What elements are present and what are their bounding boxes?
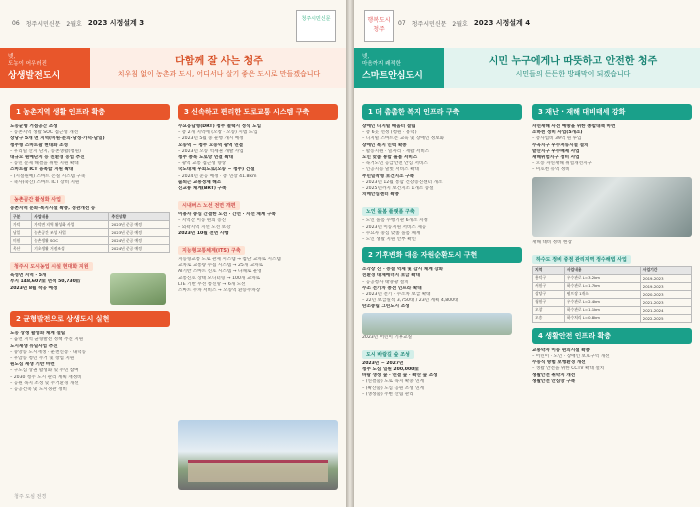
- left-banner: [0, 48, 346, 88]
- list-item: – 2024년 준공 예정 · 총 연장 41.8km: [178, 173, 257, 179]
- publication-logo: 행복도시 청주: [364, 10, 394, 42]
- list-item: 도농 상생 활성화 체계 설립: [10, 331, 66, 337]
- issue-label: 2월호: [452, 20, 468, 28]
- list-item: – 총 2개 지역에 (오창 · 오송) 시범 도입: [178, 130, 258, 136]
- table-cell: 기초생활 거점조성: [32, 245, 109, 253]
- arrow-icon: →: [235, 257, 243, 263]
- list-item: 생활안전 취약지 개선: [532, 372, 576, 378]
- its-item: 스마트 주차 서비스: [178, 288, 217, 294]
- list-item: – 노인 돌봄 수행기관 6개소 지정: [362, 218, 428, 224]
- list-item: – 농촌지역 생활 SOC 접근성 개선: [10, 130, 79, 136]
- box-title: 지능형교통체계(ITS) 구축: [178, 246, 245, 255]
- table-cell: 하수처리 L=0.8km: [564, 314, 640, 322]
- arrow-icon: →: [221, 281, 228, 287]
- its-value: 25개 교차로: [237, 263, 264, 269]
- section-heading: 1 농촌지역 생활 인프라 확충: [10, 104, 170, 120]
- list-item: 도시재생 뉴딜사업 추진: [10, 343, 58, 349]
- table-row: [533, 274, 692, 282]
- table-row: [533, 306, 692, 314]
- list-item: 청주 충북 도로망 연결 확대: [178, 155, 234, 161]
- arrow-icon: →: [231, 269, 239, 275]
- table-header: 사업내용: [32, 213, 109, 221]
- banner-lead: 치우침 없이 농촌과 도시, 어디서나 살기 좋은 도시로 만들겠습니다: [117, 70, 321, 78]
- list-item: – 읍면 지역 균형발전 정책 추진 지원: [10, 337, 84, 343]
- publication-logo: 청주시민신문: [296, 10, 336, 42]
- section-title: 2023 시정설계 4: [473, 19, 531, 27]
- list-item: 수동식 방범 보행환경 개선: [532, 360, 586, 366]
- table-cell: 농촌공간 조성 사업: [32, 229, 109, 237]
- list-item: – 디지털 스마트폰 교육 및 장애인 정보화: [362, 136, 445, 142]
- table-cell: 농촌생활 SOC: [32, 237, 109, 245]
- list-item: 자연재해 사전 예방을 위한 종합대책 마련: [532, 124, 616, 129]
- list-item: 2023년 8월 착공 예정: [10, 285, 58, 291]
- banner-heading: 다함께 잘 사는 청주: [175, 56, 263, 67]
- list-item: 도농균형 거점공간 조성: [10, 124, 58, 129]
- table-cell: 2021-2023: [640, 298, 691, 306]
- table-cell: 우수관로 L=2.4km: [564, 298, 640, 306]
- list-item: 주민밀착형 보건지소 구축: [362, 173, 415, 179]
- its-item: 교차로 교통량 수집 시스템: [178, 263, 232, 269]
- table-row: [11, 229, 170, 237]
- section-heading: 4 생활안전 인프라 확충: [532, 328, 692, 344]
- table-cell: 2023년 준공 예정: [109, 229, 170, 237]
- table-cell: 미원: [11, 237, 32, 245]
- list-item: 오송역 ~ 청주 오송역 광역 연결: [178, 142, 244, 148]
- table-cell: 옥산: [11, 245, 32, 253]
- table-header: 구분: [11, 213, 32, 221]
- section-title: 2023 시정설계 3: [87, 19, 145, 27]
- table-cell: 흥덕구: [533, 274, 565, 282]
- banner-heading: 시민 누구에게나 따뜻하고 안전한 청주: [488, 56, 658, 67]
- list-item: – 총 6곳 선정 (청원 · 흥덕): [362, 130, 417, 136]
- list-item: – 2023년 5월 중 운행 개시 예정: [178, 136, 244, 142]
- section-heading: 3 재난 · 재해 대비태세 강화: [532, 104, 692, 120]
- list-item: – 22년 보급실적 3,750대 / 23년 계획 4,800대: [362, 298, 459, 304]
- its-item: AI기반 스마트 신호 시스템: [178, 269, 232, 275]
- list-item: – 공원 녹지 조성 및 주거환경 개선: [10, 380, 79, 386]
- list-item: – 중앙동 도시재생 · 운천신봉 · 내덕동: [10, 349, 87, 355]
- list-item: 대규모 원예단지 등 친환경 농업 추진: [10, 155, 85, 161]
- list-item: – 2023년 이동지원 서비스 제공: [362, 224, 427, 230]
- its-value: 첨단 교차로 시스템: [242, 257, 281, 263]
- list-item: – 2023년 전기 · 수소차 보급 확대: [362, 292, 431, 298]
- right-banner: [354, 48, 700, 88]
- list-item: 노인 맞춤 통합 돌봄 서비스: [362, 155, 418, 161]
- greenhouse-photo: [110, 273, 166, 305]
- issue-label: 2월호: [66, 20, 82, 28]
- list-item: – 2023년 12월 통합 건강증진센터 개소: [362, 179, 443, 185]
- list-item: 상당구 5개 면 지역(미원·문의·낭성·가덕·남일): [10, 136, 105, 142]
- its-list: [178, 257, 338, 294]
- list-item: – 우리밀 산지 단지, 농촌생활(청원): [10, 148, 81, 154]
- list-item: 신교통 체계(BRT) 구축: [178, 186, 227, 192]
- page-number: 06: [12, 19, 20, 27]
- table-row: [11, 245, 170, 253]
- list-item: – 오송 자연재해 위험개선지구: [532, 161, 592, 167]
- list-item: 수요응답형(DRT) 청주 콜택시 정식 도입: [178, 124, 262, 129]
- list-item: – 2030 청주 도시 관리 계획 재정비: [10, 374, 82, 380]
- arrow-icon: →: [231, 263, 238, 269]
- list-item: – 인공지능 말벗 서비스 확대: [362, 167, 419, 173]
- list-item: – 생활 안전을 위한 CCTV 확대 설치: [532, 366, 605, 372]
- list-item: – 노인 생활 지원 안부 확인: [362, 237, 416, 243]
- list-item: 수곡지구 우수저류시설 설치: [532, 142, 589, 148]
- list-item: – 외곽지역 지선 노선 보강: [178, 224, 231, 230]
- table-cell: 2024년 준공 예정: [109, 237, 170, 245]
- its-value: 오송역 환승주차장: [223, 288, 261, 294]
- disaster-photo: [532, 177, 692, 237]
- theme-label: 넷, 도농이 어우러진 상생발전도시: [0, 48, 90, 88]
- left-column-1: [10, 104, 170, 393]
- list-item: 친환경 대체에너지 보급 확대: [362, 273, 421, 279]
- list-item: – 2025년까지 보건지소 1개소 증설: [362, 186, 434, 192]
- box-title: 도시 바람길 숲 조성: [362, 350, 414, 359]
- list-item: – (연결숲) 도로 녹지 확충 연계: [362, 379, 424, 385]
- table-cell: 남일: [11, 229, 32, 237]
- list-item: 소하천 정비 사업(5개소): [532, 130, 583, 136]
- left-page: [0, 0, 346, 507]
- list-item: 이용자 중심 간결한 노선 · 간선 · 지선 체계 구축: [178, 212, 276, 218]
- box-title: 청주시 도시농업 시설 현대화 지원: [10, 262, 93, 271]
- list-item: 국도대체 우회도로(오송 ~ 청주) 건설: [178, 167, 255, 173]
- arrow-icon: →: [216, 288, 224, 294]
- right-column-2: [532, 104, 692, 385]
- box-lines: [178, 212, 338, 237]
- theme-label: 넷, 마음까지 쾌적한 스마트안심도시: [354, 48, 444, 88]
- sewer-table: [532, 266, 692, 323]
- photo-caption: 재해 대비 정비 현장: [532, 239, 572, 245]
- arrow-icon: →: [225, 275, 233, 281]
- city-photo: [178, 420, 338, 490]
- table-cell: 2022-2025: [640, 314, 691, 322]
- table-cell: 가덕면 지역 활성화 사업: [32, 221, 109, 229]
- list-item: 발산지구 우수배제 사업: [532, 148, 580, 154]
- table-row: [533, 298, 692, 306]
- table-header: 추진상황: [109, 213, 170, 221]
- table-cell: 우수관로 L=3.2km: [564, 274, 640, 282]
- list-item: – 미호천 유역 정비: [532, 167, 570, 173]
- list-item: – 축사(축산) 스마트 ICT 장비 지원: [10, 179, 80, 185]
- list-item: 출퇴근 교통정체 해소: [178, 179, 222, 185]
- list-item: – 2023년 오송 역세권 개발 사업: [178, 148, 244, 154]
- project-table: [10, 212, 170, 253]
- table-cell: 가덕: [11, 221, 32, 229]
- list-item: 바람 생성 숲 · 연결 숲 · 확산 숲 조성: [362, 373, 438, 379]
- its-value: 6개 노선: [227, 281, 246, 287]
- table-cell: 2019-2023: [640, 274, 691, 282]
- table-cell: 펌프장 1개소: [564, 290, 640, 298]
- table-cell: 2019-2023: [640, 282, 691, 290]
- list-item: 육성면 지역 · 5개: [10, 273, 47, 279]
- list-item: – 활동지원 · 일자리 · 재활 서비스: [362, 148, 430, 154]
- section-heading: 2 균형발전으로 상생도시 실현: [10, 311, 170, 327]
- its-value: 다채로 운영: [238, 269, 262, 275]
- table-header: 사업내용: [564, 266, 640, 274]
- list-item: 수소 전기차 충전 인프라 확대: [362, 285, 422, 291]
- table-cell: 상당구: [533, 290, 565, 298]
- list-item: – (생성숲) 주변 산림 관리: [362, 391, 414, 397]
- table-header: 사업기간: [640, 266, 691, 274]
- photo-caption: 2023년 어린이 기후교실: [362, 334, 413, 340]
- table-row: [533, 290, 692, 298]
- list-item: – 광역 교통 접근성 향상: [178, 161, 227, 167]
- list-item: – 어린이 · 노인 · 장애인 보호구역 개선: [532, 354, 610, 360]
- box-title: 노인 돌봄 플랫폼 구축: [362, 207, 419, 216]
- section-heading: 2 기후변화 대응 자원순환도시 구현: [362, 247, 522, 263]
- box-lines: [362, 218, 522, 243]
- list-item: 부지 148,607㎡ 면적 50,730㎡: [10, 279, 81, 285]
- right-header: [398, 18, 530, 28]
- list-item: 장애인 디지털 배움터 설립: [362, 124, 416, 129]
- publication-name: 청주시민신문: [25, 20, 61, 28]
- right-page: [354, 0, 700, 507]
- list-item: 장애인 복지 인력 확충: [362, 142, 407, 148]
- box-title: 농촌공간 활성화 사업: [10, 195, 65, 204]
- table-cell: 2024년 준공 예정: [109, 245, 170, 253]
- banner-lead: 시민들의 든든한 방패막이 되겠습니다: [515, 70, 631, 78]
- table-cell: 하수관로 L=1.1km: [564, 306, 640, 314]
- list-item: – (시설원예) 스마트 온실 시스템 구축: [10, 173, 86, 179]
- list-item: – 공공건축 및 도시경관 정비: [10, 387, 67, 393]
- publication-name: 청주시민신문: [411, 20, 447, 28]
- item-list: [10, 124, 170, 186]
- gutter: [346, 0, 354, 507]
- box-line: 농촌지역 문화·복지시설 확충, 경관개선 등: [10, 206, 96, 212]
- list-item: 소각장 신 · 증설 억제 및 감시 체계 강화: [362, 267, 444, 273]
- table-cell: 2023년 준공 예정: [109, 221, 170, 229]
- list-item: – 공공청사 태양광 설치: [362, 279, 409, 285]
- section-heading: 1 더 촘촘한 복지 인프라 구축: [362, 104, 522, 120]
- box-title: 시내버스 노선 전면 개편: [178, 201, 240, 210]
- table-row: [11, 221, 170, 229]
- its-value: 100개 교차로: [232, 275, 261, 281]
- list-item: 탄소중립 그린도시 조성: [362, 304, 410, 310]
- list-item: – 수요자 중심 맞춤 돌봄 체계: [362, 230, 421, 236]
- list-item: 청주형 스마트팜 현대화 조성: [10, 142, 69, 148]
- list-item: 치매안심센터 확충: [362, 192, 400, 198]
- its-item: 지능형교통 도로 관제 시스템: [178, 257, 236, 263]
- its-item: LTE 기반 무선 통신망: [178, 281, 222, 287]
- list-item: – 구도심 상권 활성화 및 주민 참여: [10, 368, 79, 374]
- list-item: – (확산숲) 도심 공원 조성 연계: [362, 385, 424, 391]
- list-item: – 독거노인 응급안전 안심 서비스: [362, 161, 428, 167]
- right-column-1: [362, 104, 522, 398]
- table-cell: 오송: [533, 314, 565, 322]
- its-row: [178, 288, 338, 294]
- left-column-2: [178, 104, 338, 294]
- list-item: 스마트팜 ICT 융복합 지원 확대: [10, 167, 74, 173]
- list-item: 원도심 재생 기반 마련: [10, 362, 55, 368]
- table-cell: 하수관로 L=1.7km: [564, 282, 640, 290]
- list-item: 재해위험지구 정비 사업: [532, 155, 580, 161]
- list-item: – 총사업비 39억 원 투입: [532, 136, 582, 142]
- item-list: [362, 267, 522, 310]
- section-heading: 3 신속하고 편리한 도로교통 시스템 구축: [178, 104, 338, 120]
- table-cell: 청원구: [533, 298, 565, 306]
- list-item: 2023년 10월 전면 시행: [178, 230, 229, 236]
- item-list: [178, 124, 338, 192]
- list-item: 교통약자 이동 편의시설 확충: [532, 347, 591, 353]
- list-item: – 우암동 청년 주거 및 창업 지원: [10, 356, 75, 362]
- box-title: 하수도 정비 중점 관리지역 정수해법 사업: [532, 255, 631, 264]
- table-row: [533, 314, 692, 322]
- list-item: – 지역간 이동 편의 증진: [178, 218, 227, 224]
- table-cell: 오창: [533, 306, 565, 314]
- table-cell: 서원구: [533, 282, 565, 290]
- item-list: [532, 124, 692, 174]
- table-header: 지역: [533, 266, 565, 274]
- list-item: – 농민 문제 해결을 위한 지원 확대: [10, 161, 79, 167]
- its-item: 교통신호 상태 모니터링: [178, 275, 226, 281]
- item-list: [362, 124, 522, 198]
- list-item: 생활안전 안심망 구축: [532, 378, 576, 384]
- item-list: [10, 331, 170, 393]
- photo-caption: 청주 도심 전경: [14, 494, 47, 500]
- table-row: [11, 237, 170, 245]
- table-row: [533, 282, 692, 290]
- table-cell: 2020-2023: [640, 290, 691, 298]
- list-item: 2023년 ~ 2027년: [362, 360, 404, 366]
- list-item: 청주 도심 일원 200,000㎡: [362, 367, 419, 373]
- climate-photo: [362, 313, 512, 335]
- box-lines: [10, 273, 106, 305]
- box-lines: [362, 361, 522, 398]
- table-cell: 2021-2024: [640, 306, 691, 314]
- page-number: 07: [398, 19, 406, 27]
- item-list: [532, 348, 692, 385]
- left-header: [12, 18, 144, 28]
